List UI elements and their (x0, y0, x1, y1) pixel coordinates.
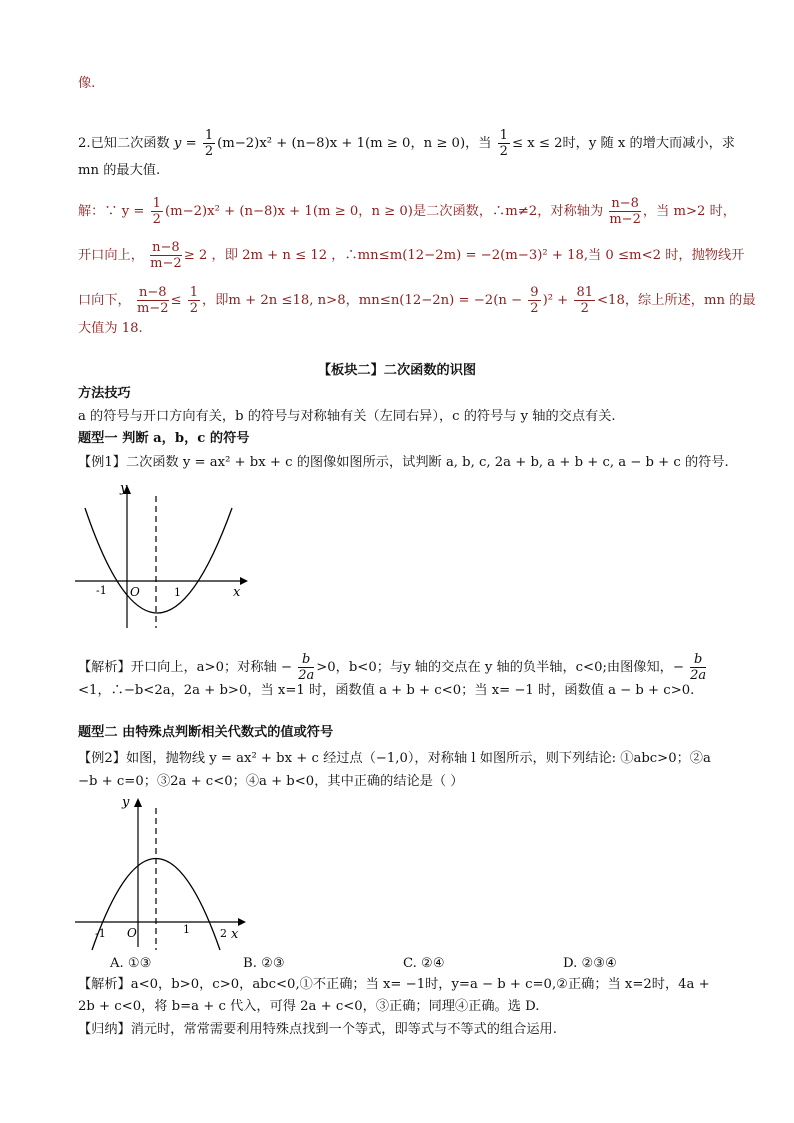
example2-solution-line2: 2b + c<0，将 b=a + c 代入，可得 2a + c<0，③正确；同理④正确。选 D. (78, 999, 540, 1014)
q2-line1-b: (m−2)x² + (n−8)x + 1(m ≥ 0，n ≥ 0)，当 (217, 136, 492, 151)
frac-axis-3: $\frac{n-8}{m-2}$ (136, 285, 169, 316)
option-b[interactable]: B. ②③ (243, 956, 285, 971)
sol3-c: ，即m + 2n ≤18, n>8，mn≤n(12−2n) = −2(n − (202, 293, 523, 308)
q2-line1: 2.已知二次函数 y = $\frac{1}{2}$ (m−2)x² + (n−8)x + 1(m ≥ 0，n ≥ 0)，当 $\frac{1}{2}$ ≤ x ≤ 2时，y 随 x 的增大而减小，求 (78, 128, 735, 159)
sol-c: ，当 m>2 时， (642, 204, 736, 219)
q2-solution-line3 (78, 285, 756, 316)
option-d[interactable]: D. ②③④ (563, 956, 617, 971)
frac-half-3: $\frac{1}{2}$ (152, 196, 161, 227)
frac-81-2: $\frac{81}{2}$ (576, 285, 593, 316)
q2-line1-c: ≤ x ≤ 2时，y 随 x 的增大而减小，求 (511, 136, 735, 151)
example1-solution-line1 (78, 652, 708, 683)
graph1-neg-one-label: -1 (96, 584, 107, 597)
graph1-curve (85, 508, 232, 613)
q2-line2: mn 的最大值. (78, 163, 161, 178)
graph2-origin-label: O (127, 926, 137, 940)
graph2-x-label: x (231, 927, 239, 942)
example1-solution-line2: <1，∴−b<2a，2a + b>0，当 x=1 时，函数值 a + b + c<0；当 x= −1 时，函数值 a − b + c>0. (78, 683, 695, 698)
type2-title: 题型二 由特殊点判断相关代数式的值或符号 (78, 725, 334, 740)
graph1-parabola-up (70, 478, 250, 638)
option-a[interactable]: A. ①③ (110, 956, 152, 971)
method-title: 方法技巧 (78, 386, 131, 401)
graph1-x-label: x (233, 585, 241, 600)
graph1-origin-label: O (130, 585, 140, 599)
frac-9-2: $\frac{9}{2}$ (530, 285, 539, 316)
example2-solution-line1: 【解析】a<0，b>0，c>0，abc<0,①不正确；当 x= −1时，y=a − b + c=0,②正确；当 x=2时，4a + (78, 977, 710, 992)
graph2-two-label: 2 (220, 927, 227, 940)
q2-solution-line1 (78, 196, 736, 227)
graph2-y-arrow-icon (134, 798, 142, 807)
example1-text: 【例1】二次函数 y = ax² + bx + c 的图像如图所示，试判断 a, b, c, 2a + b, a + b + c, a − b + c 的符号. (78, 455, 729, 470)
frac-axis-1: $\frac{n-8}{m-2}$ (609, 196, 641, 227)
sol2-b: ≥ 2 ，即 2m + n ≤ 12 ，∴mn≤m(12−2m) = −2(m−3)² + 18,当 0 ≤m<2 时，抛物线开 (183, 248, 745, 263)
frac-half-1: $\frac{1}{2}$ (204, 128, 214, 159)
frac-b-2a-1: $\frac{b}{2a}$ (298, 652, 315, 683)
sol-a: 解：∵ y = (78, 204, 145, 219)
graph2-neg-one-label: -1 (95, 927, 106, 940)
frac-b-2a-2: $\frac{b}{2a}$ (690, 652, 707, 683)
q2-solution-line2 (78, 240, 744, 271)
type1-title: 题型一 判断 a，b，c 的符号 (78, 431, 250, 446)
example2-line1: 【例2】如图，抛物线 y = ax² + bx + c 经过点（−1,0），对称轴 l 如图所示，则下列结论: ①abc>0；②a (78, 751, 711, 766)
graph2-x-arrow-icon (238, 918, 246, 926)
section-title: 【板块二】二次函数的识图 (317, 363, 477, 378)
top-tail-text: 像. (78, 76, 96, 91)
graph1-x-arrow-icon (240, 577, 248, 585)
sol3-b: ≤ (170, 293, 182, 308)
q2-line1-a: 2.已知二次函数 (78, 136, 170, 151)
graph1-one-label: 1 (174, 586, 181, 599)
method-text: a 的符号与开口方向有关，b 的符号与对称轴有关（左同右异），c 的符号与 y 轴的交点有关. (78, 409, 616, 424)
sol3-e: <18，综上所述，mn 的最 (597, 293, 756, 308)
frac-axis-2: $\frac{n-8}{m-2}$ (150, 240, 182, 271)
sol2-a: 开口向上， (78, 248, 144, 263)
sol3-d: )² + (542, 293, 569, 308)
ex1-sol1-a: 【解析】开口向上，a>0；对称轴 − (78, 660, 292, 675)
summary-text: 【归纳】消元时，常常需要利用特殊点找到一个等式，即等式与不等式的组合运用. (78, 1022, 557, 1037)
ex1-sol1-b: >0，b<0；与y 轴的交点在 y 轴的负半轴，c<0;由图像知，− (316, 660, 684, 675)
q2-solution-line4: 大值为 18. (78, 321, 143, 336)
sol-b: (m−2)x² + (n−8)x + 1(m ≥ 0，n ≥ 0)是二次函数，∴m≠2，对称轴为 (164, 204, 604, 219)
sol3-a: 口向下， (78, 293, 131, 308)
frac-half-4: $\frac{1}{2}$ (189, 285, 199, 316)
option-c[interactable]: C. ②④ (403, 956, 445, 971)
frac-half-2: $\frac{1}{2}$ (499, 128, 508, 159)
example2-line2: −b + c=0；③2a + c<0；④a + b<0，其中正确的结论是（ ） (78, 774, 464, 789)
graph2-y-label: y (122, 795, 130, 810)
graph2-parabola-down (70, 792, 250, 952)
graph1-y-label: y (120, 481, 128, 496)
graph2-one-label: 1 (183, 923, 190, 936)
